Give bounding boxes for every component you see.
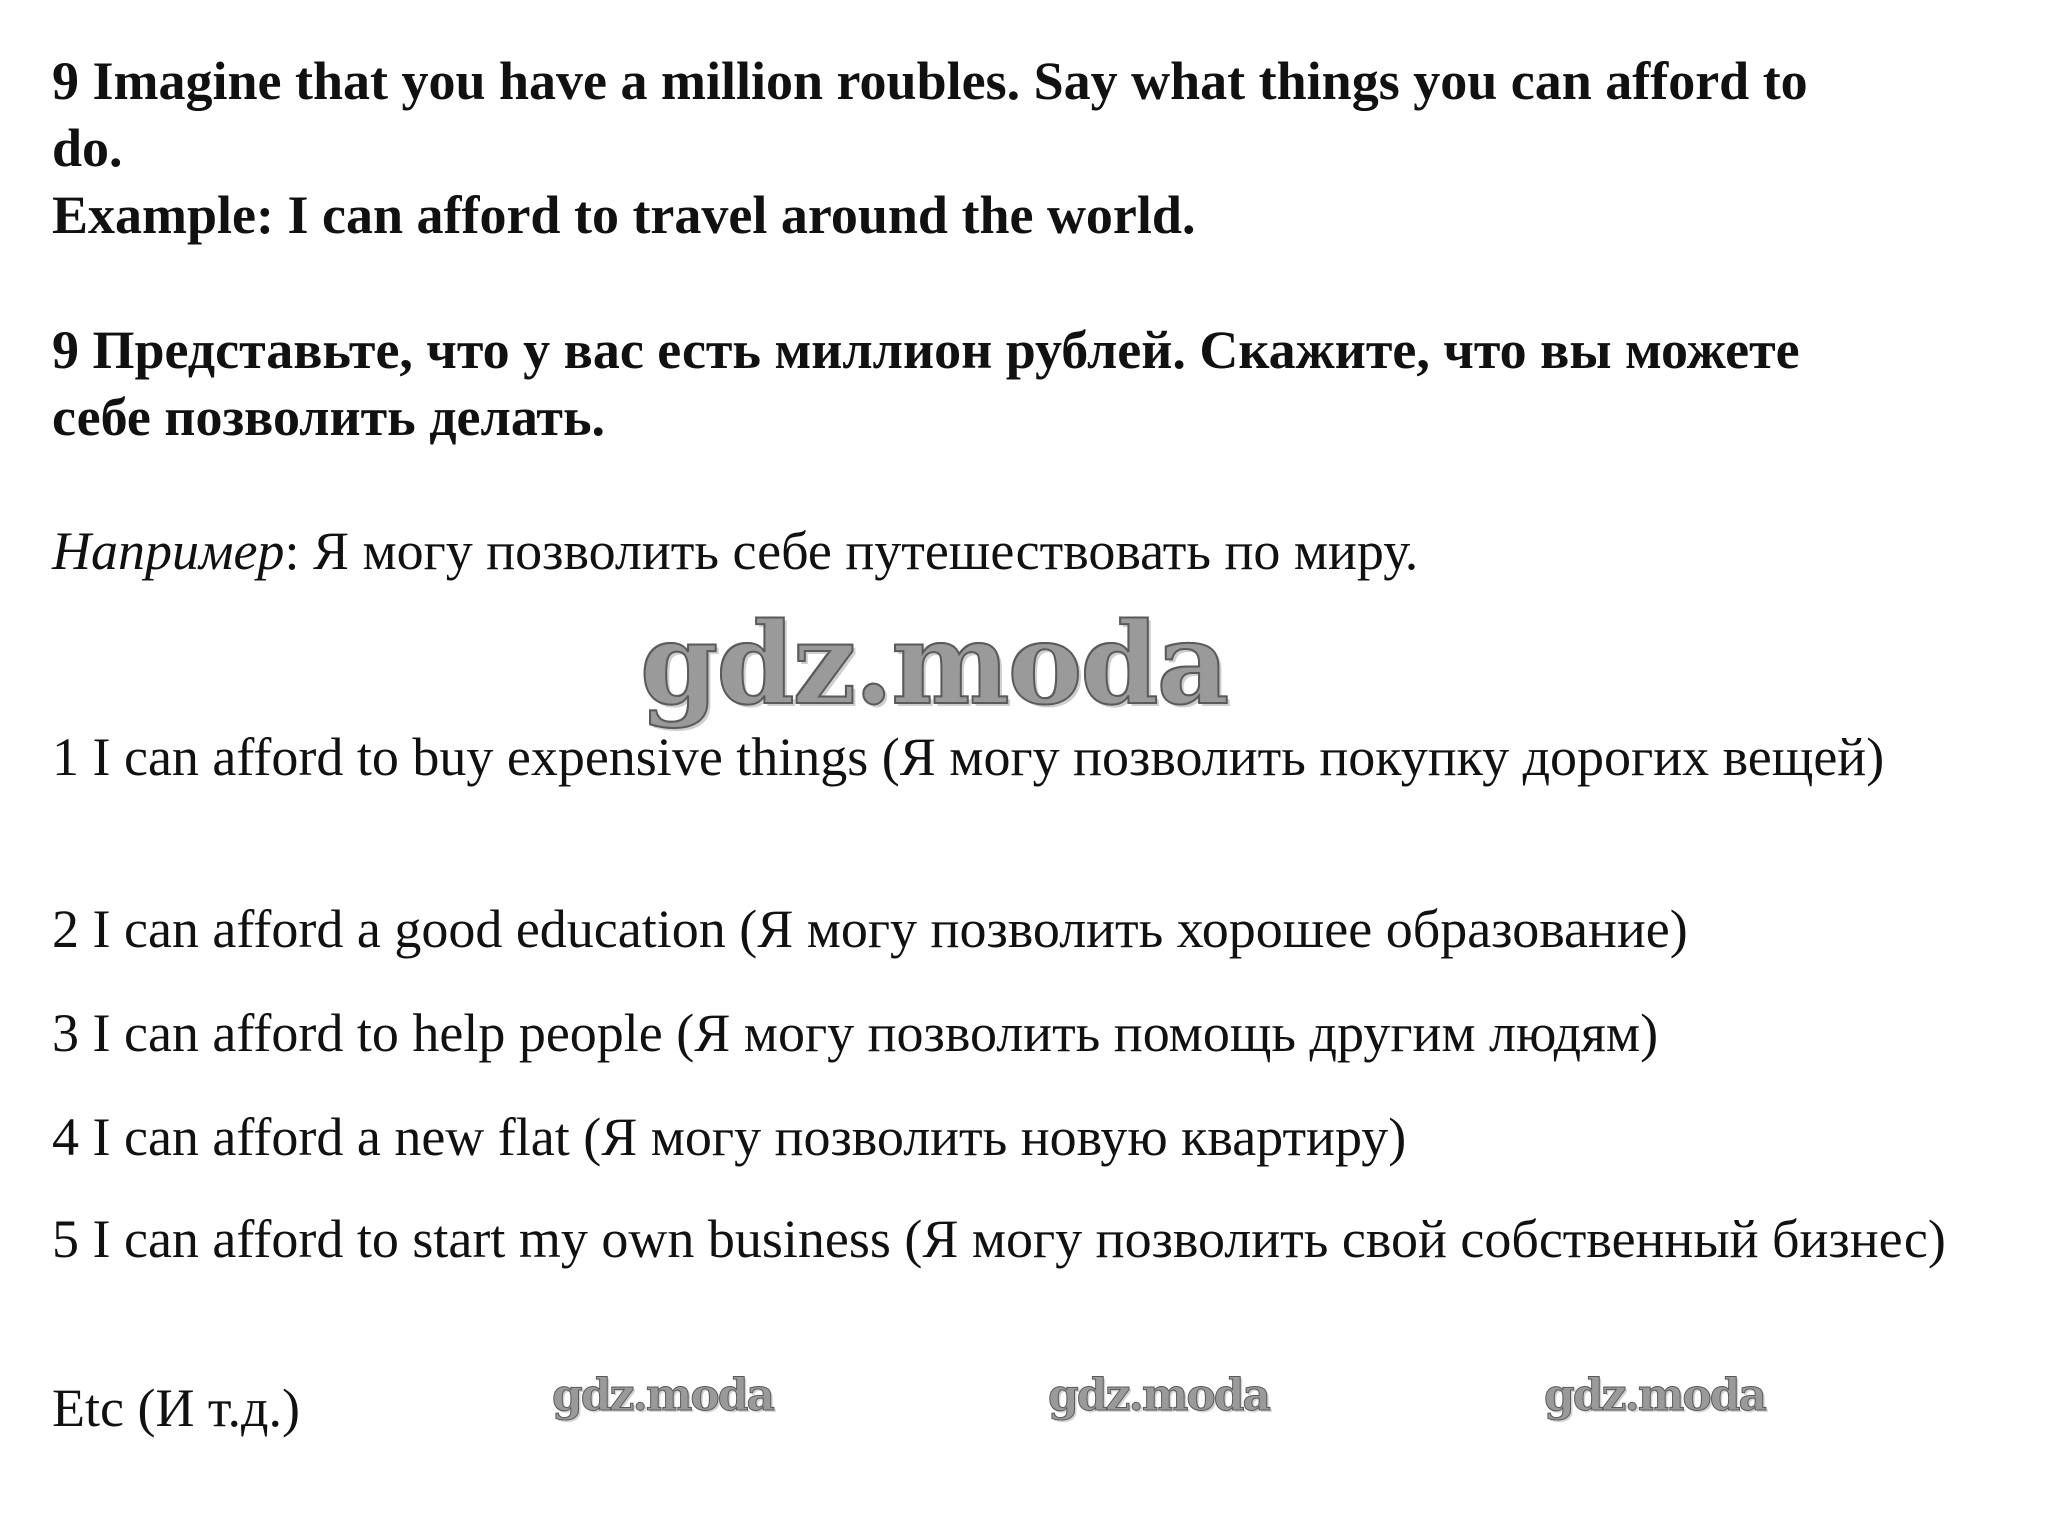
- task-russian-line-2: себе позволить делать.: [52, 387, 605, 447]
- example-russian: [52, 518, 1418, 585]
- watermark-logo-small-3: gdz.moda: [1544, 1370, 1766, 1421]
- answer-item-4: 4 I can afford a new flat (Я могу позволить новую квартиру): [52, 1107, 1407, 1167]
- task-english: [52, 48, 2012, 249]
- example-text: : Я могу позволить себе путешествовать по миру.: [284, 521, 1419, 581]
- answer-etc: Etc (И т.д.): [52, 1378, 300, 1438]
- answer-item-3: 3 I can afford to help people (Я могу позволить помощь другим людям): [52, 1003, 1659, 1063]
- task-english-example: Example: I can afford to travel around the world.: [52, 185, 1196, 245]
- answer-item-2: 2 I can afford a good education (Я могу позволить хорошее образование): [52, 899, 1688, 959]
- example-label: Например: [52, 521, 285, 581]
- task-english-line-2: do.: [52, 118, 123, 178]
- task-english-line-1: 9 Imagine that you have a million roubles. Say what things you can afford to: [52, 51, 1808, 111]
- answer-item-1: 1 I can afford to buy expensive things (Я могу позволить покупку дорогих вещей): [52, 727, 1885, 787]
- watermark-logo-large: gdz.moda: [640, 599, 1228, 730]
- task-russian: [52, 317, 2012, 451]
- task-russian-line-1: 9 Представьте, что у вас есть миллион рублей. Скажите, что вы можете: [52, 320, 1800, 380]
- watermark-logo-small-2: gdz.moda: [1048, 1370, 1270, 1421]
- answer-item-5: 5 I can afford to start my own business (Я могу позволить свой собственный бизнес): [52, 1209, 1946, 1269]
- watermark-logo-small-1: gdz.moda: [552, 1370, 774, 1421]
